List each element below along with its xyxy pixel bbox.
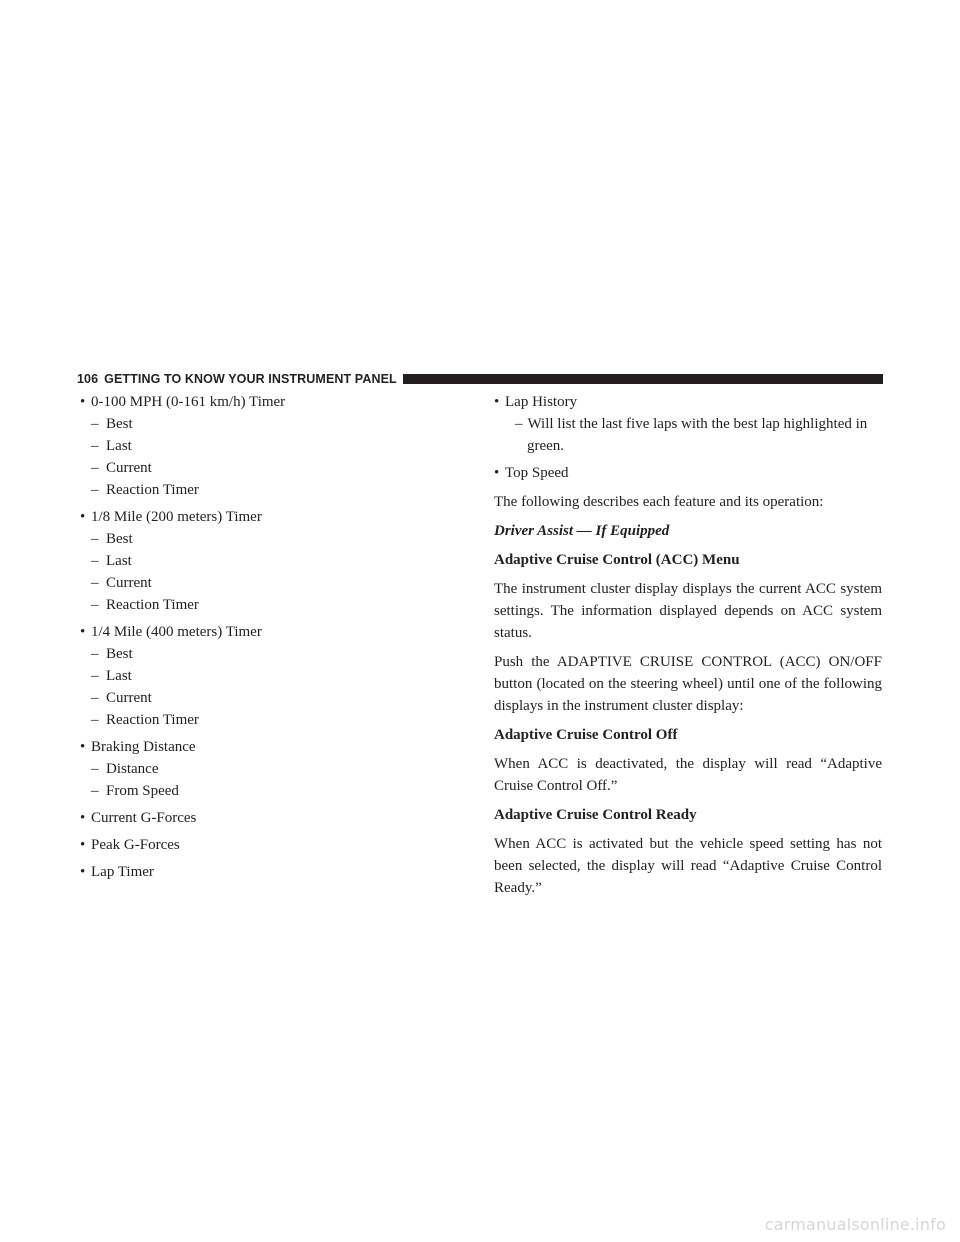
list-item-label: 0-100 MPH (0-161 km/h) Timer (91, 394, 286, 410)
bullet-icon: • (80, 810, 86, 826)
sub-item: – Reaction Timer (91, 709, 450, 731)
sub-item: – Reaction Timer (91, 594, 450, 616)
watermark: carmanualsonline.info (764, 1215, 946, 1234)
list-item-label: Top Speed (505, 465, 569, 481)
sub-item: – Will list the last five laps with the best lap highlighted in green. (515, 416, 868, 454)
list-item (494, 462, 882, 484)
right-column (494, 391, 882, 899)
bullet-icon: • (80, 837, 86, 853)
acc-ready-paragraph: When ACC is activated but the vehicle speed setting has not been selected, the display will read “Adaptive Cruise Control Ready.” (494, 836, 882, 896)
dash-icon: – (91, 575, 99, 591)
list-item (80, 807, 450, 829)
bullet-icon: • (494, 394, 500, 410)
sub-item: – Last (91, 550, 450, 572)
bullet-icon: • (80, 864, 86, 880)
list-item (80, 621, 450, 731)
list-item-label: Braking Distance (91, 739, 196, 755)
sub-item: – Last (91, 435, 450, 457)
dash-icon: – (91, 783, 99, 799)
acc-menu-heading: Adaptive Cruise Control (ACC) Menu (494, 552, 740, 568)
acc-push-paragraph: Push the ADAPTIVE CRUISE CONTROL (ACC) ON/OFF button (located on the steering wheel) until one of the following displays in the instrument cluster display: (494, 654, 882, 714)
dash-icon: – (91, 460, 99, 476)
list-item (80, 861, 450, 883)
list-item (80, 506, 450, 616)
list-item (80, 736, 450, 802)
bullet-icon: • (494, 465, 500, 481)
sub-item: – Current (91, 457, 450, 479)
section-heading: Driver Assist — If Equipped (494, 523, 670, 539)
header-rule (403, 374, 883, 384)
dash-icon: – (91, 690, 99, 706)
intro-paragraph: The following describes each feature and its operation: (494, 494, 824, 510)
section-title: GETTING TO KNOW YOUR INSTRUMENT PANEL (104, 371, 397, 386)
dash-icon: – (91, 761, 99, 777)
dash-icon: – (91, 646, 99, 662)
sub-item: – Best (91, 643, 450, 665)
sub-item: – Current (91, 687, 450, 709)
dash-icon: – (91, 416, 99, 432)
sub-item: – Last (91, 665, 450, 687)
dash-icon: – (91, 553, 99, 569)
list-item-label: Lap Timer (91, 864, 154, 880)
list-item (80, 391, 450, 501)
bullet-icon: • (80, 739, 86, 755)
bullet-icon: • (80, 509, 86, 525)
dash-icon: – (91, 668, 99, 684)
list-item (494, 391, 882, 457)
list-item-label: Lap History (505, 394, 578, 410)
acc-off-paragraph: When ACC is deactivated, the display will read “Adaptive Cruise Control Off.” (494, 756, 882, 794)
page-number: 106 (77, 371, 99, 386)
dash-icon: – (515, 416, 523, 432)
dash-icon: – (91, 597, 99, 613)
sub-item: – Best (91, 413, 450, 435)
dash-icon: – (91, 482, 99, 498)
dash-icon: – (91, 531, 99, 547)
list-item-label: Peak G-Forces (91, 837, 180, 853)
bullet-icon: • (80, 624, 86, 640)
sub-item: – Current (91, 572, 450, 594)
sub-item: – Best (91, 528, 450, 550)
left-column (80, 391, 450, 883)
sub-item: – Reaction Timer (91, 479, 450, 501)
dash-icon: – (91, 712, 99, 728)
dash-icon: – (91, 438, 99, 454)
page-header (77, 371, 883, 387)
sub-item: – From Speed (91, 780, 450, 802)
list-item-label: 1/8 Mile (200 meters) Timer (91, 509, 262, 525)
acc-off-heading: Adaptive Cruise Control Off (494, 727, 678, 743)
acc-menu-paragraph: The instrument cluster display displays the current ACC system settings. The information displayed depends on ACC system status. (494, 581, 882, 641)
acc-ready-heading: Adaptive Cruise Control Ready (494, 807, 697, 823)
list-item-label: Current G-Forces (91, 810, 197, 826)
list-item (80, 834, 450, 856)
list-item-label: 1/4 Mile (400 meters) Timer (91, 624, 262, 640)
sub-item: – Distance (91, 758, 450, 780)
bullet-icon: • (80, 394, 86, 410)
